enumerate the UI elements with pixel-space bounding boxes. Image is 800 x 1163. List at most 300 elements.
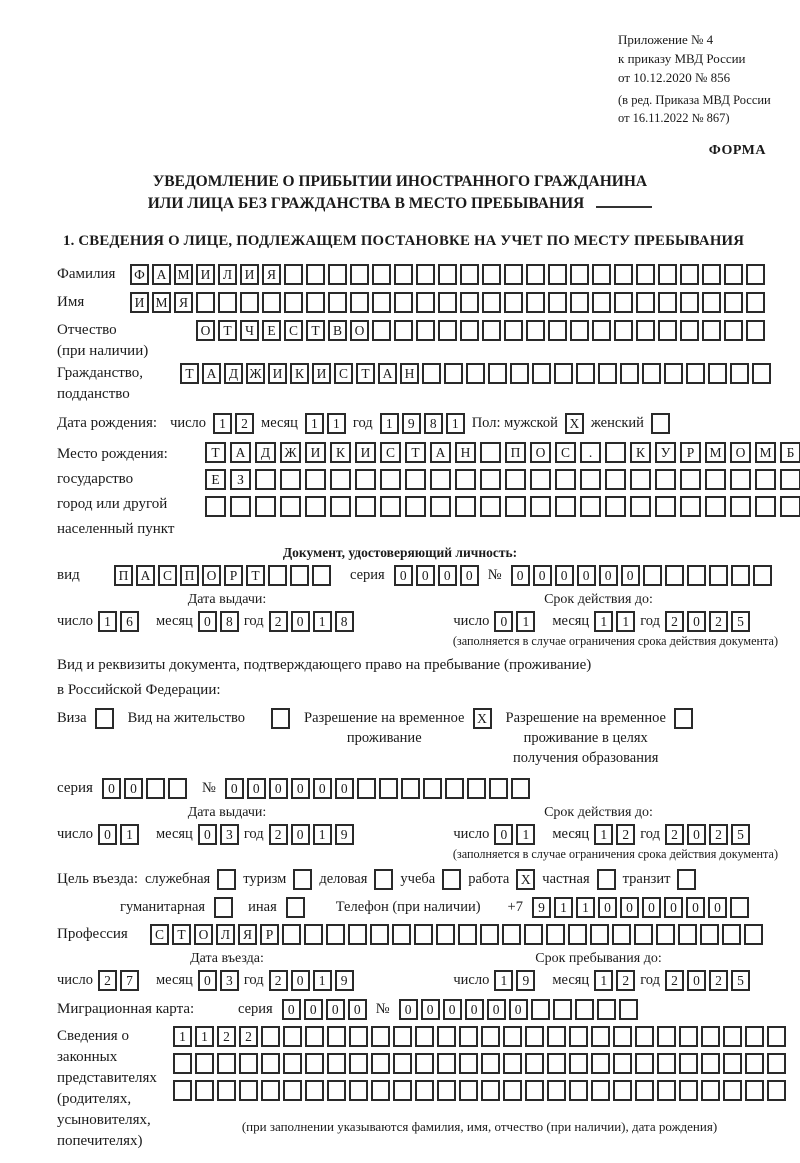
char-cell: 0 xyxy=(291,611,310,632)
identity-dates-block xyxy=(57,591,800,632)
profession-cells xyxy=(150,924,763,945)
char-cell: 1 xyxy=(98,611,117,632)
char-cell xyxy=(730,469,751,490)
migration-series-cells xyxy=(282,999,367,1020)
char-cell: 0 xyxy=(313,778,332,799)
char-cell xyxy=(488,363,507,384)
char-cell: 0 xyxy=(421,999,440,1020)
char-cell: У xyxy=(655,442,676,463)
char-cell: 0 xyxy=(511,565,530,586)
char-cell xyxy=(284,292,303,313)
char-cell: 9 xyxy=(335,970,354,991)
char-cell: Ж xyxy=(280,442,301,463)
char-cell xyxy=(613,1026,632,1047)
char-cell: 0 xyxy=(642,897,661,918)
identity-issue-heading: Дата выдачи: xyxy=(187,592,267,607)
char-cell xyxy=(305,1053,324,1074)
char-cell: 6 xyxy=(120,611,139,632)
char-cell xyxy=(459,1026,478,1047)
char-cell xyxy=(547,1026,566,1047)
char-cell xyxy=(280,496,301,517)
char-cell: К xyxy=(630,442,651,463)
char-cell xyxy=(745,1053,764,1074)
char-cell: 5 xyxy=(731,824,750,845)
char-cell xyxy=(746,320,765,341)
char-cell xyxy=(370,924,389,945)
char-cell xyxy=(271,708,290,729)
residence-option-temp-permit-education-label xyxy=(506,708,666,768)
migration-number-label: № xyxy=(375,1001,390,1017)
sex-female-checkbox xyxy=(651,413,670,434)
issue-month-cells xyxy=(198,824,239,845)
char-cell xyxy=(355,469,376,490)
purpose-row1 xyxy=(57,869,800,890)
birth-place-row3-cells xyxy=(205,496,800,517)
char-cell xyxy=(460,320,479,341)
char-cell: Н xyxy=(400,363,419,384)
char-cell: 1 xyxy=(173,1026,192,1047)
form-label: ФОРМА xyxy=(708,143,766,158)
char-cell: 0 xyxy=(465,999,484,1020)
char-cell: Т xyxy=(218,320,237,341)
char-cell: 0 xyxy=(621,565,640,586)
char-cell xyxy=(605,469,626,490)
char-cell xyxy=(480,442,501,463)
char-cell: 0 xyxy=(686,897,705,918)
char-cell xyxy=(438,264,457,285)
char-cell: С xyxy=(334,363,353,384)
char-cell xyxy=(658,320,677,341)
char-cell xyxy=(374,869,393,890)
char-cell: А xyxy=(202,363,221,384)
identity-valid-note: (заполняется в случае ограничения срока действия документа) xyxy=(452,634,778,648)
legal-representatives-block xyxy=(57,1026,800,1152)
char-cell: 0 xyxy=(416,565,435,586)
birth-month-cells xyxy=(305,413,346,434)
patronymic-row xyxy=(57,320,800,362)
option-label-line: Виза xyxy=(57,710,87,726)
char-cell xyxy=(415,1053,434,1074)
char-cell xyxy=(305,496,326,517)
appendix-line: к приказу МВД России xyxy=(618,51,746,66)
migration-number-cells xyxy=(399,999,638,1020)
stay-month-cells xyxy=(594,970,635,991)
birth-day-label: число xyxy=(170,415,207,431)
char-cell xyxy=(218,292,237,313)
char-cell xyxy=(393,1026,412,1047)
char-cell xyxy=(349,1080,368,1101)
phone-label: Телефон (при наличии) xyxy=(335,899,481,915)
char-cell xyxy=(445,778,464,799)
char-cell: А xyxy=(136,565,155,586)
char-cell: 8 xyxy=(220,611,239,632)
legal-row3-cells xyxy=(173,1080,786,1101)
char-cell xyxy=(304,924,323,945)
issue-month-cells xyxy=(198,611,239,632)
char-cell: Т xyxy=(306,320,325,341)
char-cell xyxy=(438,320,457,341)
char-cell: Л xyxy=(216,924,235,945)
char-cell xyxy=(380,496,401,517)
char-cell xyxy=(678,924,697,945)
issue-month-label: месяц xyxy=(155,826,193,842)
purpose-work-checkbox xyxy=(516,869,535,890)
char-cell xyxy=(634,924,653,945)
valid-day-label: число xyxy=(453,826,490,842)
char-cell: Б xyxy=(780,442,800,463)
char-cell xyxy=(767,1053,786,1074)
char-cell: П xyxy=(180,565,199,586)
char-cell xyxy=(328,292,347,313)
char-cell xyxy=(401,778,420,799)
identity-valid-heading: Срок действия до: xyxy=(544,592,653,607)
char-cell xyxy=(327,1053,346,1074)
entry-day-cells xyxy=(98,970,139,991)
birth-month-label: месяц xyxy=(261,415,298,431)
char-cell: 0 xyxy=(399,999,418,1020)
entry-date-col xyxy=(57,950,397,991)
surname-cells xyxy=(130,264,765,285)
residence-dates-block xyxy=(57,804,800,845)
char-cell: 1 xyxy=(446,413,465,434)
char-cell xyxy=(687,565,706,586)
char-cell xyxy=(481,1053,500,1074)
char-cell xyxy=(705,496,726,517)
char-cell xyxy=(680,469,701,490)
char-cell xyxy=(744,924,763,945)
entry-year-label: год xyxy=(243,972,264,988)
birth-place-label-line4: населенный пункт xyxy=(57,521,175,537)
legal-label-line: (родителях, xyxy=(57,1091,132,1107)
char-cell xyxy=(614,292,633,313)
firstname-row xyxy=(57,292,800,313)
char-cell: 2 xyxy=(665,824,684,845)
residence-option-temp-permit-education-checkbox xyxy=(674,708,693,729)
char-cell: 0 xyxy=(577,565,596,586)
char-cell xyxy=(261,1053,280,1074)
char-cell xyxy=(664,363,683,384)
char-cell: 0 xyxy=(269,778,288,799)
char-cell xyxy=(548,320,567,341)
identity-valid-col xyxy=(397,591,800,632)
char-cell: Т xyxy=(172,924,191,945)
char-cell: 0 xyxy=(460,565,479,586)
char-cell xyxy=(415,1080,434,1101)
identity-number-label: № xyxy=(487,567,502,583)
char-cell xyxy=(372,320,391,341)
char-cell: Р xyxy=(224,565,243,586)
birth-place-label-line3: город или другой xyxy=(57,496,168,512)
char-cell xyxy=(598,363,617,384)
identity-series-cells xyxy=(394,565,479,586)
char-cell: В xyxy=(328,320,347,341)
entry-day-label: число xyxy=(57,972,93,988)
char-cell: Т xyxy=(205,442,226,463)
entry-year-cells xyxy=(269,970,354,991)
char-cell xyxy=(767,1026,786,1047)
char-cell xyxy=(656,924,675,945)
legal-label-line: представителях xyxy=(57,1070,157,1086)
migration-card-label: Миграционная карта: xyxy=(57,1001,195,1017)
residence-options-row xyxy=(57,708,800,768)
char-cell: С xyxy=(380,442,401,463)
char-cell xyxy=(504,320,523,341)
char-cell xyxy=(591,1080,610,1101)
char-cell: 9 xyxy=(402,413,421,434)
char-cell xyxy=(724,292,743,313)
residence-series-row xyxy=(57,778,800,799)
char-cell xyxy=(665,565,684,586)
char-cell xyxy=(568,924,587,945)
char-cell xyxy=(526,264,545,285)
char-cell xyxy=(592,320,611,341)
char-cell xyxy=(371,1026,390,1047)
surname-label: Фамилия xyxy=(57,266,116,282)
char-cell xyxy=(455,496,476,517)
char-cell xyxy=(290,565,309,586)
char-cell xyxy=(730,897,749,918)
purpose-other-checkbox xyxy=(286,897,305,918)
issue-month-label: месяц xyxy=(155,613,193,629)
char-cell: 0 xyxy=(664,897,683,918)
char-cell xyxy=(708,363,727,384)
char-cell: 1 xyxy=(305,413,324,434)
stay-until-col xyxy=(397,950,800,991)
char-cell: 3 xyxy=(220,824,239,845)
char-cell xyxy=(674,708,693,729)
char-cell xyxy=(657,1026,676,1047)
appendix-line: Приложение № 4 xyxy=(618,32,714,47)
option-label-line: Разрешение на временное xyxy=(304,710,465,726)
char-cell xyxy=(504,292,523,313)
char-cell xyxy=(767,1080,786,1101)
char-cell xyxy=(619,999,638,1020)
char-cell: 0 xyxy=(494,611,513,632)
char-cell xyxy=(597,999,616,1020)
char-cell: Ч xyxy=(240,320,259,341)
issue-year-cells xyxy=(269,611,354,632)
stay-day-cells xyxy=(494,970,535,991)
char-cell xyxy=(261,1026,280,1047)
char-cell xyxy=(230,496,251,517)
phone-cells xyxy=(532,897,749,918)
char-cell xyxy=(283,1080,302,1101)
char-cell xyxy=(635,1080,654,1101)
char-cell: 7 xyxy=(120,970,139,991)
char-cell xyxy=(657,1053,676,1074)
char-cell: Л xyxy=(218,264,237,285)
citizenship-row xyxy=(57,363,800,405)
residence-option-temp-permit-education xyxy=(506,708,693,768)
stay-month-label: месяц xyxy=(552,972,590,988)
char-cell xyxy=(442,869,461,890)
valid-year-label: год xyxy=(640,613,660,629)
char-cell: И xyxy=(240,264,259,285)
valid-month-label: месяц xyxy=(552,613,590,629)
char-cell xyxy=(422,363,441,384)
char-cell xyxy=(658,292,677,313)
char-cell: 1 xyxy=(516,611,535,632)
char-cell: 0 xyxy=(247,778,266,799)
char-cell xyxy=(546,924,565,945)
citizenship-label xyxy=(57,363,180,405)
char-cell: 0 xyxy=(599,565,618,586)
stay-until-date xyxy=(397,970,800,991)
char-cell xyxy=(280,469,301,490)
char-cell xyxy=(328,264,347,285)
firstname-cells xyxy=(130,292,765,313)
patronymic-cells xyxy=(196,320,765,341)
char-cell xyxy=(592,292,611,313)
char-cell xyxy=(701,1026,720,1047)
char-cell xyxy=(569,1080,588,1101)
char-cell: 2 xyxy=(709,824,728,845)
char-cell xyxy=(780,469,800,490)
char-cell xyxy=(195,1080,214,1101)
char-cell xyxy=(511,778,530,799)
residence-option-residence-permit xyxy=(128,708,290,729)
char-cell xyxy=(255,496,276,517)
identity-kind-label: вид xyxy=(57,567,80,583)
char-cell xyxy=(306,292,325,313)
birth-year-cells xyxy=(380,413,465,434)
char-cell xyxy=(620,363,639,384)
char-cell xyxy=(755,496,776,517)
char-cell xyxy=(642,363,661,384)
char-cell xyxy=(635,1053,654,1074)
char-cell: X xyxy=(565,413,584,434)
purpose-transit-checkbox xyxy=(677,869,696,890)
char-cell: 2 xyxy=(239,1026,258,1047)
issue-year-label: год xyxy=(243,613,264,629)
char-cell xyxy=(357,778,376,799)
char-cell: А xyxy=(430,442,451,463)
char-cell xyxy=(630,496,651,517)
birth-place-block xyxy=(57,442,800,542)
form-title-line1: УВЕДОМЛЕНИЕ О ПРИБЫТИИ ИНОСТРАННОГО ГРАЖДАНИНА xyxy=(152,173,648,190)
patronymic-label-line2: (при наличии) xyxy=(57,343,149,359)
char-cell xyxy=(455,469,476,490)
residence-issue-heading: Дата выдачи: xyxy=(187,805,267,820)
citizenship-label-line2: подданство xyxy=(57,386,130,402)
char-cell xyxy=(305,469,326,490)
char-cell: Я xyxy=(262,264,281,285)
char-cell xyxy=(355,496,376,517)
residence-valid-col xyxy=(397,804,800,845)
purpose-study-checkbox xyxy=(442,869,461,890)
char-cell: 0 xyxy=(291,824,310,845)
purpose-option-label: гуманитарная xyxy=(120,899,206,915)
char-cell xyxy=(480,469,501,490)
purpose-option-label: частная xyxy=(542,871,590,887)
residence-issue-date xyxy=(57,824,397,845)
profession-label: Профессия xyxy=(57,926,128,942)
char-cell xyxy=(466,363,485,384)
char-cell xyxy=(605,442,626,463)
char-cell xyxy=(196,292,215,313)
char-cell: 0 xyxy=(687,611,706,632)
legal-representatives-rows xyxy=(173,1026,786,1135)
char-cell xyxy=(580,469,601,490)
char-cell: X xyxy=(516,869,535,890)
char-cell: 9 xyxy=(532,897,551,918)
char-cell: 1 xyxy=(380,413,399,434)
char-cell xyxy=(489,778,508,799)
char-cell: 0 xyxy=(394,565,413,586)
identity-valid-date xyxy=(397,611,800,632)
char-cell: Р xyxy=(260,924,279,945)
char-cell: 2 xyxy=(269,824,288,845)
issue-year-label: год xyxy=(243,826,264,842)
char-cell: 2 xyxy=(616,824,635,845)
residence-number-label: № xyxy=(201,780,216,796)
char-cell xyxy=(416,264,435,285)
stay-day-label: число xyxy=(453,972,490,988)
residence-valid-heading: Срок действия до: xyxy=(544,805,653,820)
char-cell: О xyxy=(196,320,215,341)
char-cell xyxy=(746,292,765,313)
char-cell xyxy=(481,1026,500,1047)
char-cell: 1 xyxy=(516,824,535,845)
purpose-option-label: туризм xyxy=(243,871,287,887)
char-cell: 1 xyxy=(616,611,635,632)
char-cell: 2 xyxy=(665,970,684,991)
char-cell: 0 xyxy=(708,897,727,918)
char-cell: 1 xyxy=(120,824,139,845)
sex-male-label: Пол: мужской xyxy=(471,415,558,431)
purpose-option-label: служебная xyxy=(144,871,211,887)
form-title-line2 xyxy=(0,193,800,215)
char-cell: 0 xyxy=(494,824,513,845)
char-cell: Я xyxy=(238,924,257,945)
char-cell xyxy=(576,363,595,384)
char-cell xyxy=(635,1026,654,1047)
char-cell xyxy=(547,1080,566,1101)
char-cell: Р xyxy=(680,442,701,463)
birth-place-label-line1: Место рождения: xyxy=(57,446,168,462)
char-cell: А xyxy=(378,363,397,384)
char-cell: И xyxy=(268,363,287,384)
char-cell xyxy=(371,1080,390,1101)
char-cell xyxy=(394,292,413,313)
char-cell: 0 xyxy=(555,565,574,586)
appendix-line: от 10.12.2020 № 856 xyxy=(618,70,731,85)
surname-row xyxy=(57,264,800,285)
residence-option-visa-label xyxy=(57,708,87,728)
birth-place-row2-cells xyxy=(205,469,800,490)
char-cell xyxy=(569,1026,588,1047)
char-cell xyxy=(437,1026,456,1047)
birth-date-row xyxy=(57,413,800,434)
birth-place-label-line2: государство xyxy=(57,471,134,487)
purpose-business-checkbox xyxy=(374,869,393,890)
char-cell: 0 xyxy=(487,999,506,1020)
residence-valid-note: (заполняется в случае ограничения срока действия документа) xyxy=(452,847,778,861)
char-cell xyxy=(686,363,705,384)
char-cell: 0 xyxy=(102,778,121,799)
char-cell: 8 xyxy=(335,611,354,632)
option-label-line: проживание в целях xyxy=(523,730,648,746)
entry-month-cells xyxy=(198,970,239,991)
char-cell xyxy=(379,778,398,799)
residence-number-cells xyxy=(225,778,530,799)
char-cell xyxy=(480,924,499,945)
char-cell xyxy=(591,1026,610,1047)
char-cell: И xyxy=(312,363,331,384)
char-cell xyxy=(730,363,749,384)
birth-day-cells xyxy=(213,413,254,434)
char-cell xyxy=(730,496,751,517)
